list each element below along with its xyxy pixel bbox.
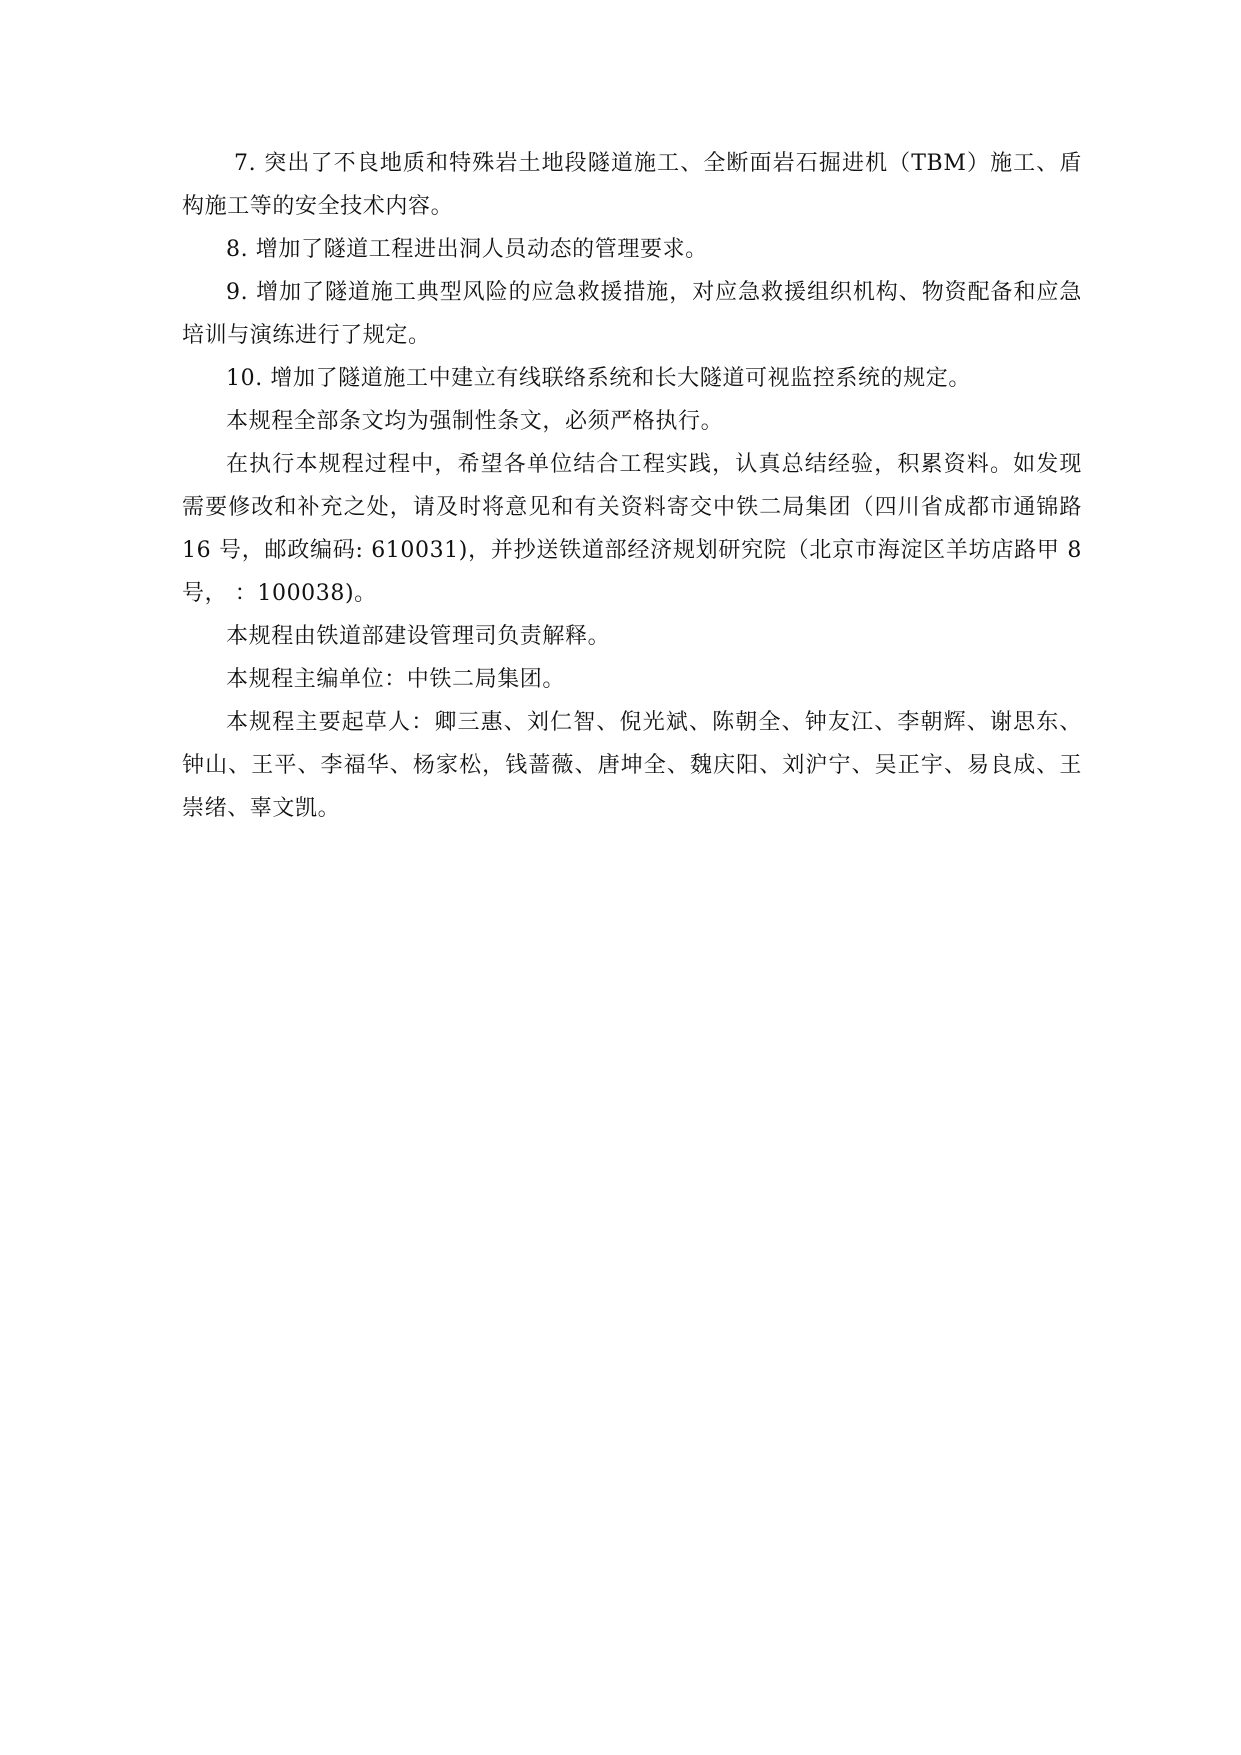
paragraph-item-9: 9. 增加了隧道施工典型风险的应急救援措施，对应急救援组织机构、物资配备和应急培训与演练进行了规定。 (182, 280, 1082, 348)
paragraph-interpretation: 本规程由铁道部建设管理司负责解释。 (226, 624, 611, 649)
paragraph-item-10: 10. 增加了隧道施工中建立有线联络系统和长大隧道可视监控系统的规定。 (226, 366, 971, 391)
paragraph-drafters: 本规程主要起草人：卿三惠、刘仁智、倪光斌、陈朝全、钟友江、李朝辉、谢思东、钟山、王平、李福华、杨家松，钱蔷薇、唐坤全、魏庆阳、刘沪宁、吴正宇、易良成、王崇绪、辜文凯。 (182, 710, 1082, 821)
document-body (182, 142, 1082, 830)
paragraph-mandatory-clauses: 本规程全部条文均为强制性条文，必须严格执行。 (226, 409, 724, 434)
paragraph-feedback-contact: 在执行本规程过程中，希望各单位结合工程实践，认真总结经验，积累资料。如发现需要修改和补充之处，请及时将意见和有关资料寄交中铁二局集团（四川省成都市通锦路 16 号，邮政编码: 610031)，并抄送铁道部经济规划研究院（北京市海淀区羊坊店路甲 8 号， ：100038)。 (182, 452, 1082, 606)
paragraph-item-7: 7. 突出了不良地质和特殊岩土地段隧道施工、全断面岩石掘进机（TBM）施工、盾构施工等的安全技术内容。 (182, 151, 1082, 219)
paragraph-item-8: 8. 增加了隧道工程进出洞人员动态的管理要求。 (226, 237, 708, 262)
paragraph-chief-editor: 本规程主编单位：中铁二局集团。 (226, 667, 566, 692)
